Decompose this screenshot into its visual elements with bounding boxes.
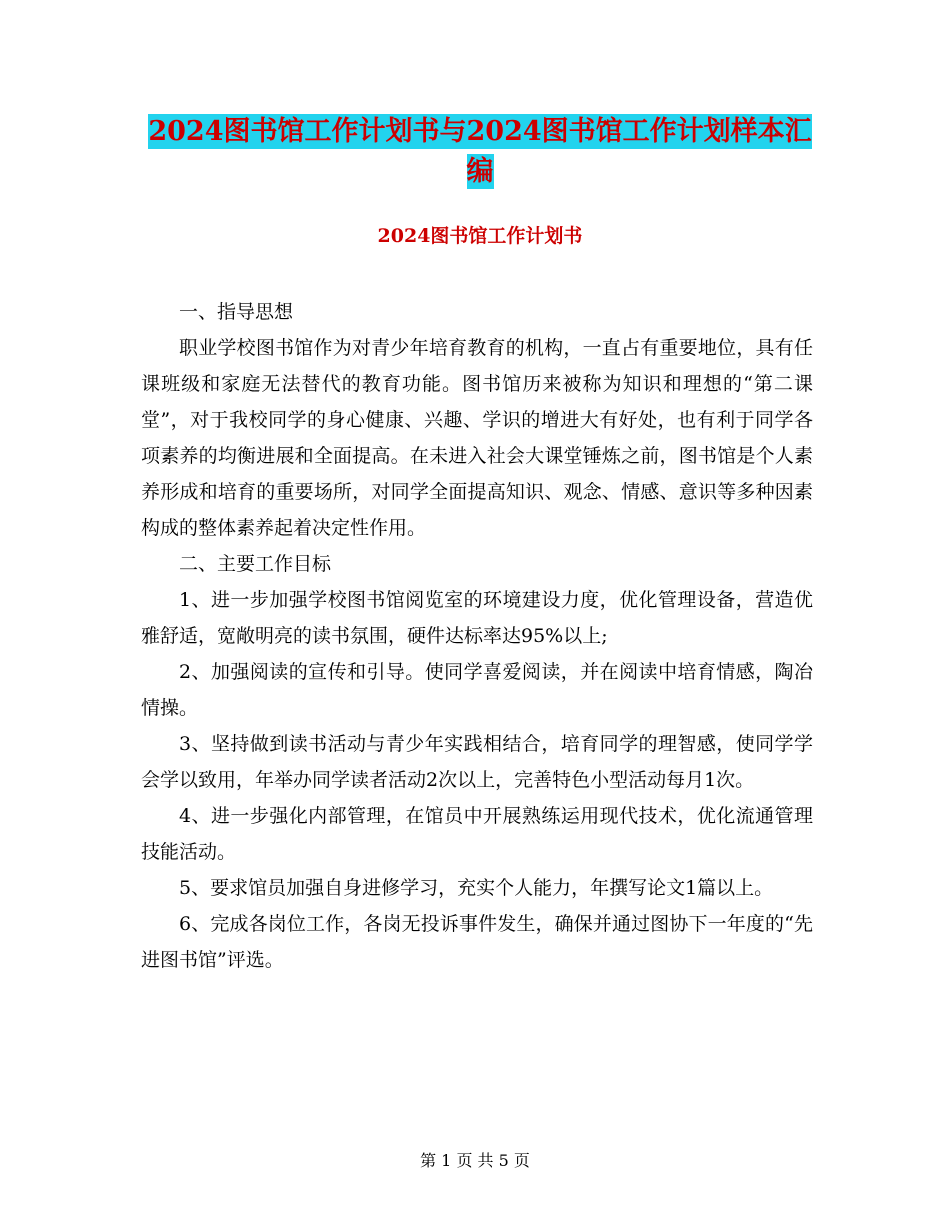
goal-item-6: 6、完成各岗位工作，各岗无投诉事件发生，确保并通过图协下一年度的“先进图书馆”评选。 bbox=[141, 913, 813, 971]
goal-item-1: 1、进一步加强学校图书馆阅览室的环境建设力度，优化管理设备，营造优雅舒适，宽敞明亮的读书氛围，硬件达标率达95%以上; bbox=[141, 589, 813, 647]
page-footer: 第 1 页 共 5 页 bbox=[420, 1151, 530, 1170]
heading-guiding-ideology: 一、指导思想 bbox=[179, 301, 294, 323]
section-heading: 2024图书馆工作计划书 bbox=[377, 225, 583, 247]
document-title-line-2: 编 bbox=[466, 156, 494, 187]
paragraph-guiding-ideology: 职业学校图书馆作为对青少年培育教育的机构，一直占有重要地位，具有任课班级和家庭无法替代的教育功能。图书馆历来被称为知识和理想的“第二课堂”，对于我校同学的身心健康、兴趣、学识的增进大有好处，也有利于同学各项素养的均衡进展和全面提高。在未进入社会大课堂锤炼之前，图书馆是个人素养形成和培育的重要场所，对同学全面提高知识、观念、情感、意识等多种因素构成的整体素养起着决定性作用。 bbox=[141, 337, 813, 539]
heading-main-goals: 二、主要工作目标 bbox=[179, 553, 332, 575]
goal-item-2: 2、加强阅读的宣传和引导。使同学喜爱阅读，并在阅读中培育情感，陶冶情操。 bbox=[141, 661, 813, 719]
goal-item-3: 3、坚持做到读书活动与青少年实践相结合，培育同学的理智感，使同学学会学以致用，年举办同学读者活动2次以上，完善特色小型活动每月1次。 bbox=[141, 733, 813, 791]
document-title-line-1: 2024图书馆工作计划书与2024图书馆工作计划样本汇 bbox=[148, 116, 812, 147]
document-body bbox=[141, 294, 813, 978]
goal-item-4: 4、进一步强化内部管理，在馆员中开展熟练运用现代技术，优化流通管理技能活动。 bbox=[141, 805, 813, 863]
goal-item-5: 5、要求馆员加强自身进修学习，充实个人能力，年撰写论文1篇以上。 bbox=[179, 877, 774, 899]
document-title bbox=[140, 112, 820, 192]
